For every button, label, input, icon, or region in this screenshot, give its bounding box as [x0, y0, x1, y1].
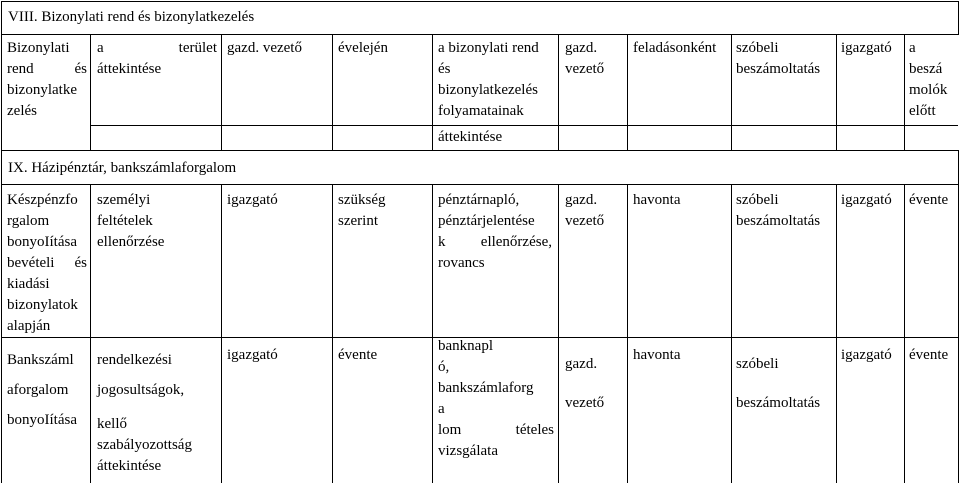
s9-r2-reportee: igazgató	[841, 347, 892, 363]
s8-scope: a terület	[97, 40, 217, 56]
s9-r2-scope-b: kellő szabályozottság áttekintése	[97, 416, 192, 474]
s8-activity: Bizonylati rend és bizonylatke zelés	[7, 40, 87, 119]
s9-r1-reportee: igazgató	[841, 192, 892, 208]
s9-r1-controller: gazd. vezető	[565, 192, 605, 229]
s9-r1-responsible: igazgató	[227, 192, 278, 208]
s8-reporting: szóbeli beszámoltatás	[736, 40, 821, 77]
s8-timing: évelején	[338, 40, 388, 56]
s9-r1-timing: szükség szerint	[338, 192, 386, 229]
s9-r2-frequency: havonta	[633, 347, 681, 363]
s9-r2-scope-a: rendelkezési jogosultságok,	[97, 352, 185, 398]
s8-frequency: feladásonként	[633, 40, 717, 56]
s9-r2-method: banknapl ó, bankszámlaforg a lom tételes vizsgálata	[438, 338, 554, 459]
s9-r1-deadline: évente	[909, 192, 949, 208]
section-9-title: IX. Házipénztár, bankszámlaforgalom	[8, 160, 237, 176]
s9-r1-activity: Készpénzfo rgalom bonyoIítása bevételi és kiadási bizonylatok alapján	[7, 192, 87, 334]
s8-reportee: igazgató	[841, 40, 892, 56]
s8-responsible: gazd. vezető	[227, 40, 302, 56]
s9-r1-method: pénztárnapló, pénztárjelentése k ellenőrzése, rovancs	[438, 192, 552, 271]
s9-r2-timing: évente	[338, 347, 378, 363]
s9-r2-reporting: szóbeli beszámoltatás	[736, 356, 821, 411]
s9-r2-responsible: igazgató	[227, 347, 278, 363]
s9-r2-activity: Bankszáml aforgalom bonyoIítása	[7, 352, 77, 428]
s9-r1-frequency: havonta	[633, 192, 681, 208]
s8-deadline: a beszá molók előtt	[909, 40, 948, 119]
s8-controller: gazd. vezető	[565, 40, 605, 77]
s8-method-continued: áttekintése	[438, 129, 503, 145]
section-8-title: VIII. Bizonylati rend és bizonylatkezelés	[8, 9, 255, 25]
s9-r1-scope: személyi feltételek ellenőrzése	[97, 192, 165, 250]
s9-r1-reporting: szóbeli beszámoltatás	[736, 192, 821, 229]
s9-r2-deadline: évente	[909, 347, 949, 363]
s8-method: a bizonylati rend és bizonylatkezelés folyamatainak	[438, 40, 539, 119]
s9-r2-controller: gazd. vezető	[565, 356, 605, 411]
